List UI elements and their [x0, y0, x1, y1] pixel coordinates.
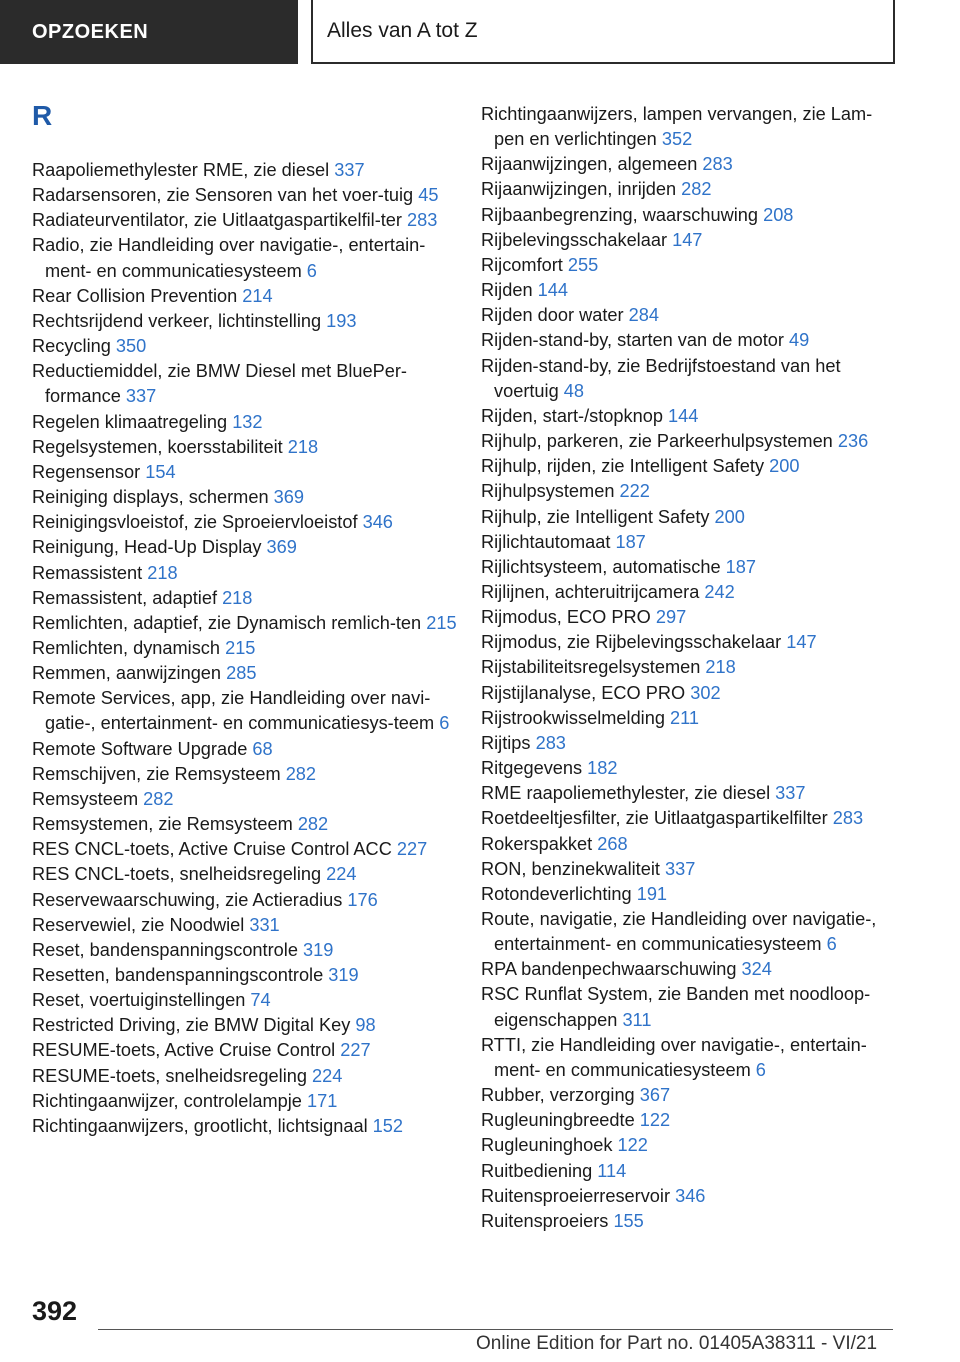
section-title: OPZOEKEN — [32, 20, 149, 43]
index-page-link[interactable]: 369 — [266, 537, 297, 558]
index-entry — [481, 454, 901, 479]
index-page-link[interactable]: 302 — [690, 682, 721, 703]
index-entry — [32, 837, 457, 862]
index-page-link[interactable]: 283 — [535, 732, 566, 753]
index-entry-text: Richtingaanwijzer, controlelampje — [32, 1090, 307, 1111]
index-entry — [481, 404, 901, 429]
index-entry-text: Remlichten, adaptief, zie Dynamisch remlich-ten — [32, 612, 427, 633]
index-entry-text: RPA bandenpechwaarschuwing — [481, 959, 742, 980]
index-entry — [32, 535, 457, 560]
index-entry — [481, 706, 901, 731]
index-page-link[interactable]: 6 — [439, 713, 450, 734]
index-entry-text: Reservewiel, zie Noodwiel — [32, 914, 250, 935]
index-entry — [32, 862, 457, 887]
page-header — [0, 0, 960, 66]
index-page-link[interactable]: 255 — [567, 254, 599, 275]
index-entry — [481, 982, 901, 1032]
index-entry-text: Rijden, start-/stopknop — [481, 405, 669, 426]
index-entry — [481, 806, 901, 831]
index-entry-text: Rijbaanbegrenzing, waarschuwing — [481, 204, 764, 225]
index-page-link[interactable]: 282 — [143, 788, 174, 809]
index-entry-text: Regelsystemen, koersstabiliteit — [32, 436, 288, 457]
index-entry-text: RSC Runflat System, zie Banden met noodloop-eigenschappen — [481, 984, 871, 1030]
index-entry-text: Reiniging displays, schermen — [32, 487, 274, 508]
index-entry — [481, 1133, 901, 1158]
index-page-link[interactable]: 324 — [741, 959, 772, 980]
index-entry — [481, 354, 901, 404]
index-page-link[interactable]: 68 — [252, 738, 273, 759]
index-entry-text: Restricted Driving, zie BMW Digital Key — [32, 1015, 356, 1036]
index-page-link[interactable]: 337 — [125, 386, 157, 407]
index-entry — [32, 913, 457, 938]
index-entry-text: Rokerspakket — [481, 833, 598, 854]
index-page-link[interactable]: 283 — [832, 808, 864, 829]
index-entry-text: Rijlichtsysteem, automatische — [481, 556, 726, 577]
index-entry — [32, 762, 457, 787]
index-entry — [32, 359, 457, 409]
index-entry — [481, 882, 901, 907]
index-entry — [32, 284, 457, 309]
index-entry — [481, 1083, 901, 1108]
index-page-link[interactable]: 283 — [407, 210, 438, 231]
index-page-link[interactable]: 224 — [312, 1065, 343, 1086]
index-entry-text: Reductiemiddel, zie BMW Diesel met BluePer-formance — [32, 361, 407, 407]
index-entry-text: Rijstrookwisselmelding — [481, 707, 671, 728]
index-page-link[interactable]: 367 — [639, 1085, 671, 1106]
index-entry-text: Ruitensproeiers — [481, 1210, 614, 1231]
index-page-link[interactable]: 122 — [617, 1135, 648, 1156]
index-page-link[interactable]: 49 — [789, 330, 810, 351]
index-entry-text: Remsysteem — [32, 788, 144, 809]
index-page-link[interactable]: 297 — [655, 607, 687, 628]
index-entry — [32, 611, 457, 636]
index-entry-text: Remote Software Upgrade — [32, 738, 253, 759]
index-page-link[interactable]: 284 — [628, 305, 659, 326]
page-number: 392 — [32, 1296, 78, 1326]
index-entry — [32, 686, 457, 736]
index-entry-text: Rijaanwijzingen, inrijden — [481, 179, 682, 200]
index-page-link[interactable]: 191 — [636, 883, 668, 904]
index-page-link[interactable]: 176 — [347, 889, 378, 910]
index-page-link[interactable]: 122 — [639, 1110, 671, 1131]
index-entry-text: Rijmodus, ECO PRO — [481, 607, 656, 628]
index-entry-text: Remassistent — [32, 562, 148, 583]
index-entry-text: Rijden — [481, 280, 538, 301]
index-entry-text: RES CNCL-toets, snelheidsregeling — [32, 864, 327, 885]
index-entry — [481, 303, 901, 328]
index-entry-text: Rubber, verzorging — [481, 1085, 640, 1106]
index-entry — [481, 555, 901, 580]
index-entry-text: Route, navigatie, zie Handleiding over navigatie-, entertainment- en communicatiesysteem — [481, 909, 877, 955]
index-entry-text: Rijcomfort — [481, 254, 568, 275]
index-page-link[interactable]: 283 — [702, 154, 733, 175]
index-entry — [481, 580, 901, 605]
index-entry-text: Remassistent, adaptief — [32, 587, 223, 608]
index-entry — [32, 485, 457, 510]
section-tab — [0, 0, 298, 64]
index-entry — [32, 334, 457, 359]
index-entry — [481, 681, 901, 706]
index-page-link[interactable]: 224 — [326, 864, 357, 885]
index-entry-text: Resetten, bandenspanningscontrole — [32, 965, 329, 985]
index-entry — [32, 1089, 457, 1114]
index-entry-text: Rijhulp, zie Intelligent Safety — [481, 506, 715, 527]
index-entry — [32, 888, 457, 913]
index-entry-text: Radarsensoren, zie Sensoren van het voer-tuig — [32, 185, 419, 206]
index-page-link[interactable]: 98 — [355, 1015, 376, 1036]
index-entry-text: Rijhulpsystemen — [481, 481, 620, 502]
index-entry — [32, 938, 457, 963]
index-page-link[interactable]: 147 — [786, 632, 817, 653]
index-page-link[interactable]: 346 — [675, 1185, 706, 1206]
index-page-link[interactable]: 208 — [763, 204, 794, 225]
index-entry-text: RON, benzinekwaliteit — [481, 858, 665, 879]
index-page-link[interactable]: 48 — [563, 380, 584, 401]
index-page-link[interactable]: 152 — [372, 1115, 404, 1136]
index-entry-text: RESUME-toets, snelheidsregeling — [32, 1065, 313, 1086]
index-page-link[interactable]: 147 — [672, 229, 703, 250]
index-letter-heading: R — [32, 100, 53, 131]
index-page-link[interactable]: 222 — [619, 481, 650, 502]
index-page-link[interactable]: 285 — [226, 663, 257, 684]
index-entry — [32, 183, 457, 208]
index-page-link[interactable]: 6 — [306, 260, 317, 281]
index-page-link[interactable]: 200 — [714, 506, 745, 527]
index-page-link[interactable]: 215 — [426, 612, 457, 633]
index-page-link[interactable]: 242 — [704, 581, 735, 602]
index-entry — [32, 737, 457, 762]
index-column-right — [481, 102, 901, 1234]
index-entry-text: Rijden-stand-by, zie Bedrijfstoestand van het voertuig — [481, 355, 841, 401]
index-entry — [481, 630, 901, 655]
index-page-link[interactable]: 218 — [705, 657, 736, 678]
index-page-link[interactable]: 218 — [287, 436, 319, 457]
index-entry-text: RESUME-toets, Active Cruise Control — [32, 1040, 341, 1061]
index-entry-text: Radio, zie Handleiding over navigatie-, entertain-ment- en communicatiesysteem — [32, 235, 426, 281]
index-entry — [481, 957, 901, 982]
index-page-link[interactable]: 268 — [597, 833, 628, 854]
index-entry-text: Remsystemen, zie Remsysteem — [32, 814, 298, 835]
index-entry-text: Richtingaanwijzers, grootlicht, lichtsignaal — [32, 1115, 373, 1136]
footer-divider — [98, 1329, 893, 1330]
footer-edition: Online Edition for Part no. 01405A38311 - VI/21 — [476, 1333, 878, 1354]
index-page-link[interactable]: 352 — [661, 129, 693, 150]
index-entry — [32, 233, 457, 283]
index-page-link[interactable]: 282 — [297, 814, 329, 835]
index-entry — [32, 812, 457, 837]
index-page-link[interactable]: 215 — [225, 637, 256, 658]
index-page-link[interactable]: 282 — [285, 763, 317, 784]
index-entry — [481, 655, 901, 680]
index-page-link[interactable]: 6 — [826, 934, 837, 955]
index-entry — [32, 510, 457, 535]
index-entry — [481, 1108, 901, 1133]
index-page-link[interactable]: 350 — [115, 336, 147, 357]
index-page-link[interactable]: 346 — [362, 512, 393, 533]
index-page-link[interactable]: 171 — [306, 1090, 338, 1111]
index-entry-text: Ritgegevens — [481, 758, 588, 779]
index-entry — [481, 1209, 901, 1234]
index-entry-text: Rijtips — [481, 732, 536, 753]
index-entry — [481, 832, 901, 857]
index-page-link[interactable]: 187 — [615, 531, 646, 552]
index-entry-text: Rugleuningbreedte — [481, 1110, 640, 1131]
index-entry — [481, 907, 901, 957]
index-page-link[interactable]: 337 — [664, 858, 696, 879]
index-entry-text: Rechtsrijdend verkeer, lichtinstelling — [32, 310, 327, 331]
index-entry-text: Reservewaarschuwing, zie Actieradius — [32, 889, 348, 910]
index-entry-text: Rijlichtautomaat — [481, 531, 616, 552]
index-entry-text: Regelen klimaatregeling — [32, 411, 233, 432]
index-page-link[interactable]: 337 — [334, 160, 365, 180]
index-column-left — [32, 158, 457, 1139]
index-entry — [481, 857, 901, 882]
index-entry — [481, 781, 901, 806]
index-entry-text: Ruitbediening — [481, 1160, 598, 1181]
index-entry-text: Recycling — [32, 336, 116, 357]
index-entry — [481, 1159, 901, 1184]
index-entry — [481, 1184, 901, 1209]
index-entry-text: Remlichten, dynamisch — [32, 637, 226, 658]
index-page-link[interactable]: 218 — [147, 562, 178, 583]
index-entry — [32, 309, 457, 334]
index-entry — [481, 228, 901, 253]
index-page-link[interactable]: 227 — [396, 839, 428, 860]
index-entry-text: Rear Collision Prevention — [32, 285, 243, 306]
index-entry — [481, 756, 901, 781]
index-entry-text: Reset, voertuiginstellingen — [32, 990, 251, 1011]
index-entry-text: Rijstijlanalyse, ECO PRO — [481, 682, 691, 703]
index-entry — [481, 605, 901, 630]
index-entry-text: Radiateurventilator, zie Uitlaatgaspartikelfil-ter — [32, 210, 408, 231]
index-entry-text: Remschijven, zie Remsysteem — [32, 763, 286, 784]
index-entry-text: Rijlijnen, achteruitrijcamera — [481, 581, 705, 602]
index-entry — [481, 429, 901, 454]
index-entry — [32, 787, 457, 812]
index-page-link[interactable]: 6 — [755, 1059, 766, 1080]
index-entry — [32, 1114, 457, 1139]
index-page-link[interactable]: 193 — [326, 310, 357, 331]
index-page-link[interactable]: 114 — [597, 1160, 627, 1181]
index-entry-text: Rotondeverlichting — [481, 883, 637, 904]
index-entry — [481, 731, 901, 756]
index-page-link[interactable]: 211 — [670, 707, 700, 728]
index-entry — [481, 203, 901, 228]
index-entry-text: Rijhulp, rijden, zie Intelligent Safety — [481, 456, 770, 477]
index-entry — [32, 1013, 457, 1038]
index-page-link[interactable]: 236 — [837, 431, 869, 452]
index-entry-text: Rijden-stand-by, starten van de motor — [481, 330, 789, 351]
index-page-link[interactable]: 45 — [418, 185, 439, 206]
index-entry — [32, 460, 457, 485]
index-page-link[interactable]: 369 — [273, 487, 304, 508]
index-entry-text: Regensensor — [32, 461, 146, 482]
index-page-link[interactable]: 311 — [622, 1009, 652, 1030]
index-page-link[interactable]: 218 — [222, 587, 253, 608]
index-entry-text: Rijstabiliteitsregelsystemen — [481, 657, 706, 678]
index-page-link[interactable]: 154 — [145, 461, 176, 482]
index-page-link[interactable]: 74 — [250, 990, 271, 1011]
index-entry — [481, 530, 901, 555]
index-page-link[interactable]: 144 — [668, 405, 699, 426]
index-entry — [32, 435, 457, 460]
index-entry — [481, 1033, 901, 1083]
index-entry — [32, 1038, 457, 1063]
index-entry — [32, 963, 457, 988]
index-entry — [32, 661, 457, 686]
index-page-link[interactable]: 227 — [340, 1040, 371, 1061]
index-entry-text: RES CNCL-toets, Active Cruise Control ACC — [32, 839, 397, 860]
chapter-title: Alles van A tot Z — [327, 19, 478, 42]
index-page-link[interactable]: 331 — [249, 914, 280, 935]
index-entry — [481, 278, 901, 303]
index-entry — [481, 479, 901, 504]
index-page-link[interactable]: 144 — [537, 280, 568, 301]
index-entry-text: Rijaanwijzingen, algemeen — [481, 154, 703, 175]
index-page-link[interactable]: 214 — [242, 285, 273, 306]
index-page-link[interactable]: 319 — [302, 939, 334, 960]
index-entry-text: Rijhulp, parkeren, zie Parkeerhulpsystemen — [481, 431, 838, 452]
index-page-link[interactable]: 155 — [613, 1210, 644, 1231]
index-entry-text: Raapoliemethylester RME, zie diesel — [32, 160, 335, 180]
index-page-link[interactable]: 337 — [775, 783, 806, 804]
index-entry-text: Rijbelevingsschakelaar — [481, 229, 673, 250]
index-entry — [481, 253, 901, 278]
chapter-tab — [311, 0, 895, 64]
index-entry — [32, 1064, 457, 1089]
index-entry — [32, 988, 457, 1013]
index-entry-text: RME raapoliemethylester, zie diesel — [481, 783, 776, 804]
index-entry — [32, 158, 457, 183]
index-entry — [32, 561, 457, 586]
index-entry-text: Reinigingsvloeistof, zie Sproeiervloeistof — [32, 512, 363, 533]
index-entry — [32, 636, 457, 661]
index-entry-text: Ruitensproeierreservoir — [481, 1185, 676, 1206]
index-entry — [481, 152, 901, 177]
index-entry — [481, 505, 901, 530]
index-entry-text: Rijden door water — [481, 305, 629, 326]
index-entry-text: RTTI, zie Handleiding over navigatie-, entertain-ment- en communicatiesysteem — [481, 1034, 867, 1080]
index-entry — [481, 328, 901, 353]
index-entry — [481, 177, 901, 202]
index-page-link[interactable]: 282 — [681, 179, 712, 200]
index-page-link[interactable]: 187 — [725, 556, 756, 577]
index-entry-text: Remote Services, app, zie Handleiding over navi-gatie-, entertainment- en communicatiesys-teem — [32, 688, 440, 734]
index-entry — [32, 208, 457, 233]
index-entry — [32, 586, 457, 611]
index-entry-text: Rijmodus, zie Rijbelevingsschakelaar — [481, 632, 787, 653]
index-page-link[interactable]: 132 — [232, 411, 263, 432]
index-entry-text: Remmen, aanwijzingen — [32, 663, 227, 684]
index-entry-text: Reinigung, Head-Up Display — [32, 537, 267, 558]
index-entry — [32, 410, 457, 435]
index-entry-text: Richtingaanwijzers, lampen vervangen, zie Lam-pen en verlichtingen — [481, 104, 873, 150]
index-entry — [481, 102, 901, 152]
index-entry-text: Rugleuninghoek — [481, 1135, 618, 1156]
index-page-link[interactable]: 319 — [328, 965, 359, 985]
index-page-link[interactable]: 200 — [769, 456, 800, 477]
index-entry-text: Roetdeeltjesfilter, zie Uitlaatgaspartikelfilter — [481, 808, 833, 829]
index-entry-text: Reset, bandenspanningscontrole — [32, 939, 303, 960]
index-page-link[interactable]: 182 — [587, 758, 618, 779]
